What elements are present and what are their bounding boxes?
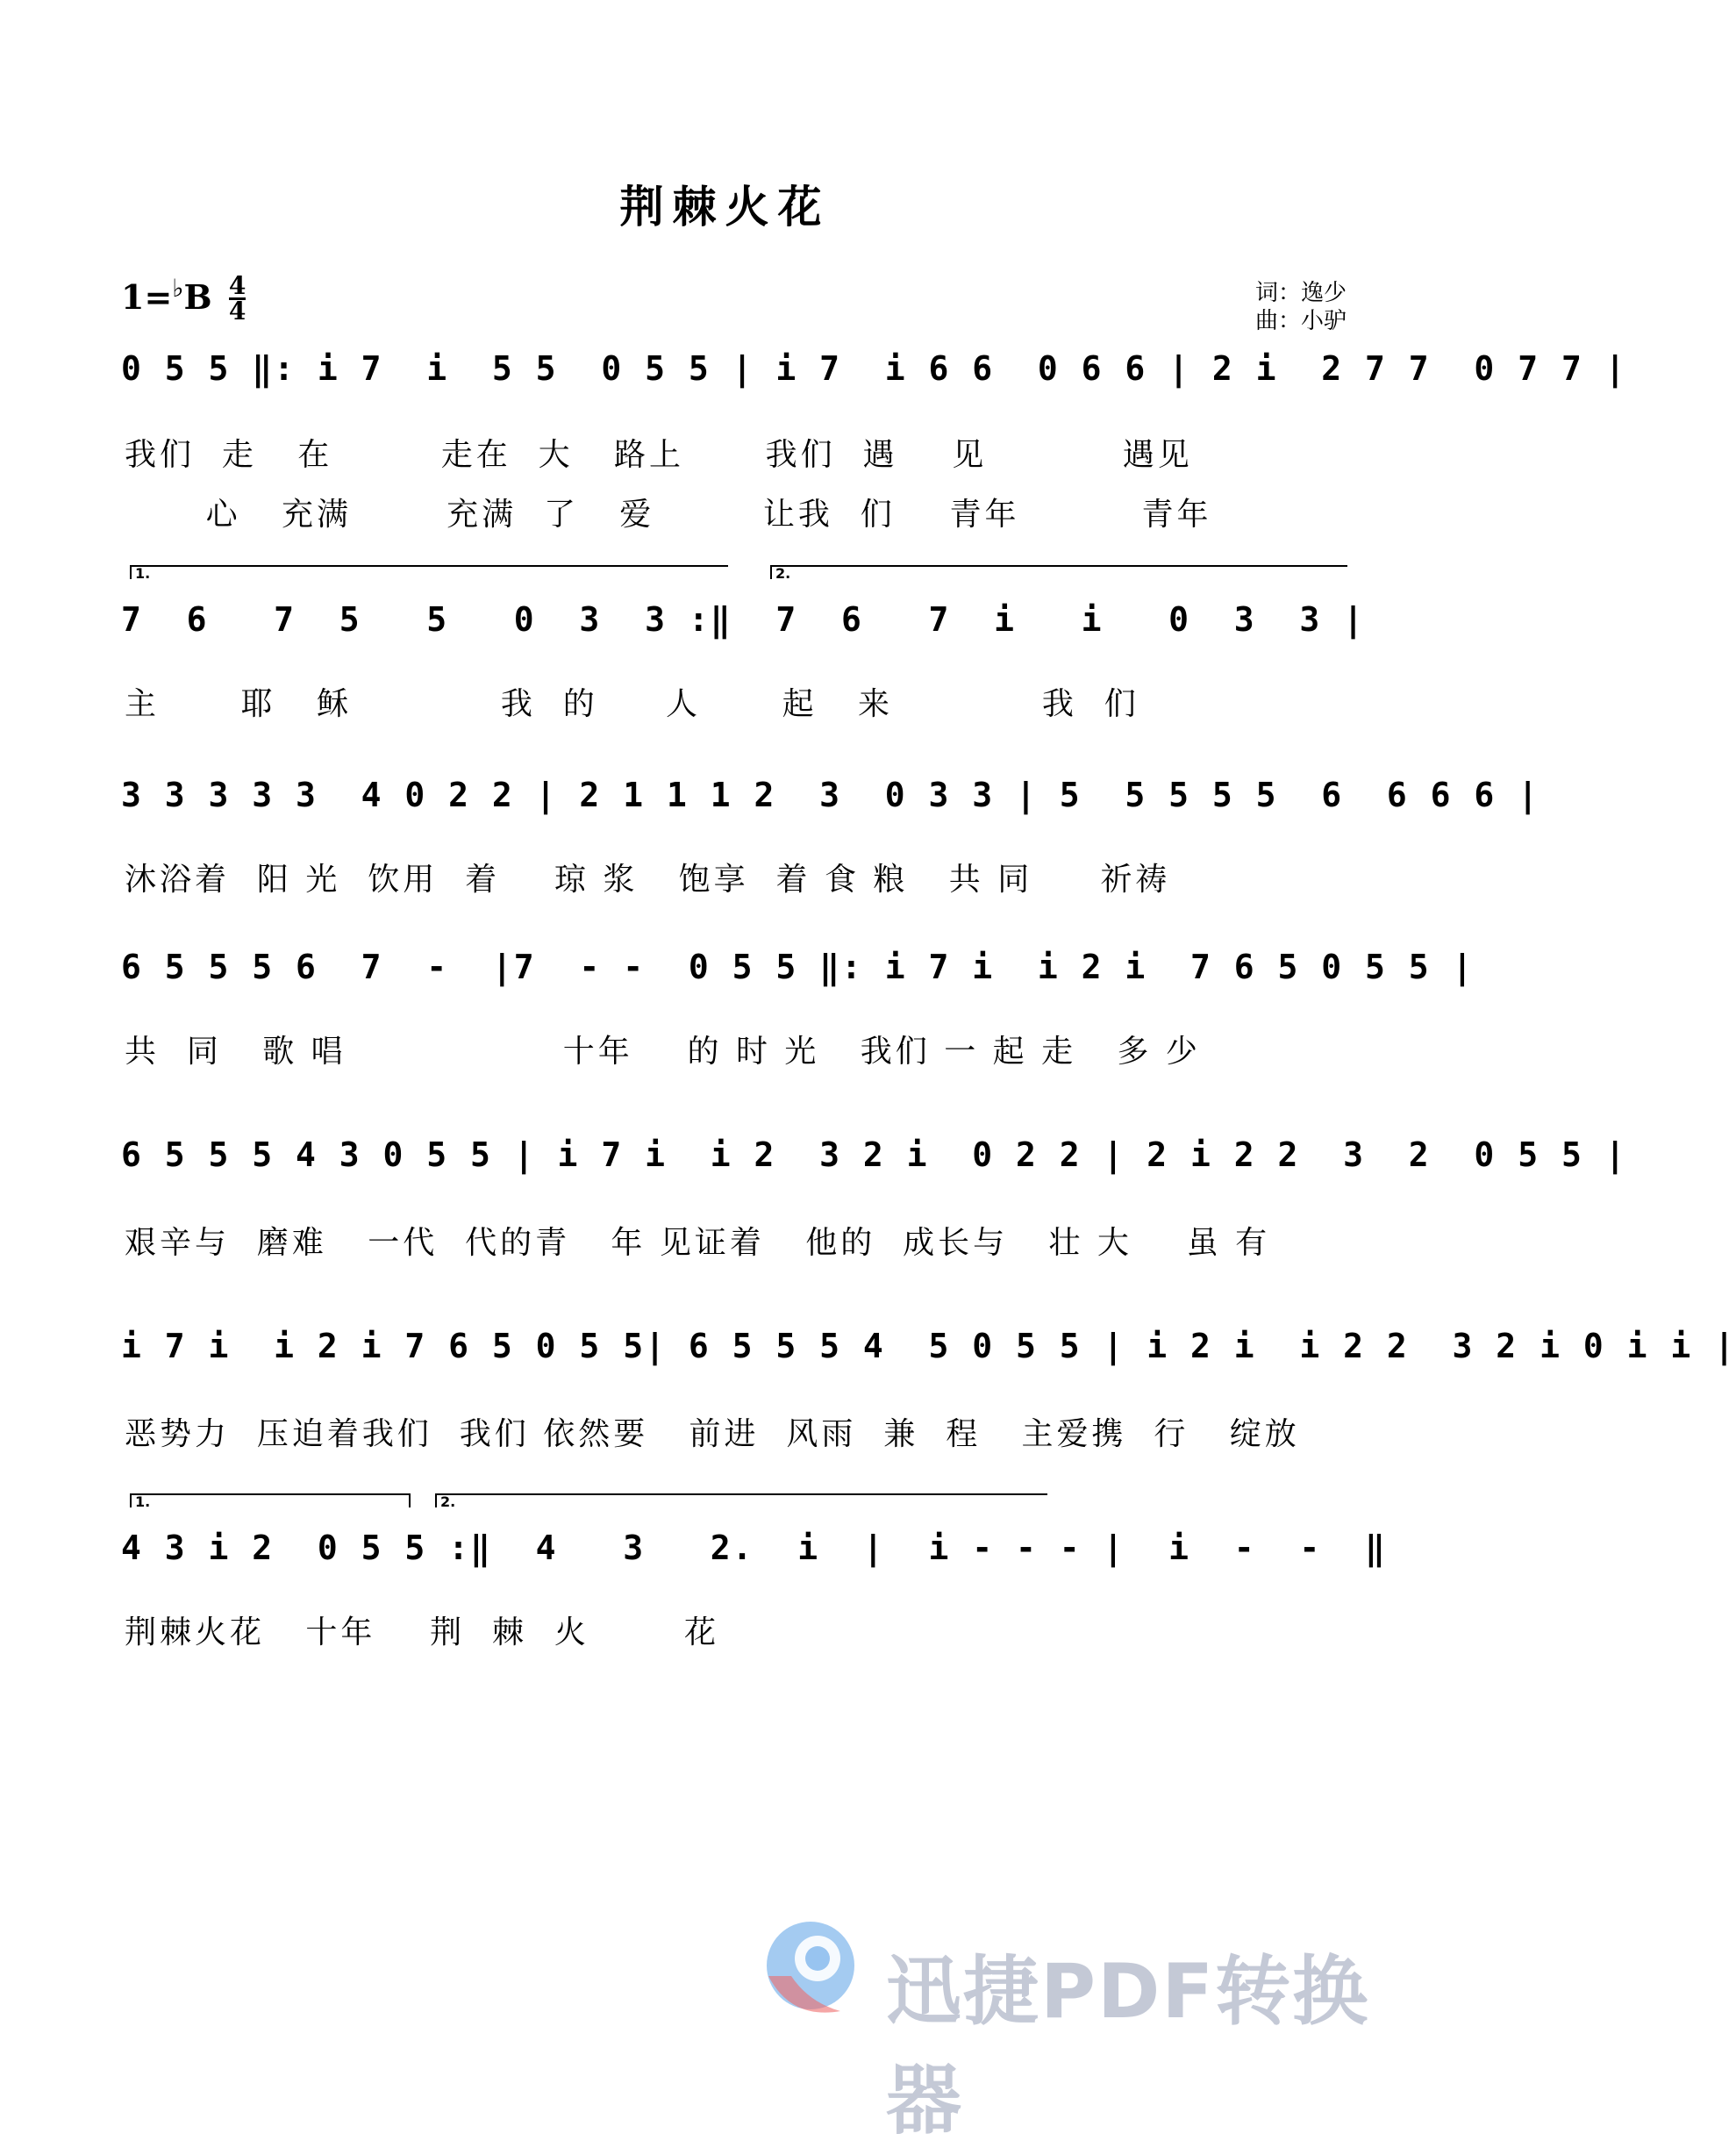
lyric-line: 我们 走 在 走在 大 路上 我们 遇 见 遇见 bbox=[125, 437, 1193, 473]
time-beats: 4 bbox=[228, 271, 246, 300]
time-signature bbox=[228, 271, 246, 326]
score-row-2 bbox=[121, 600, 1366, 653]
notation-line: 0 5 5 ‖: i 7 i 5 5 0 5 5 | i 7 i 6 6 0 6 6 | 2 i 2 7 7 0 7 7 | bbox=[121, 349, 1627, 388]
score-row-5 bbox=[121, 1135, 1627, 1188]
key-signature bbox=[121, 271, 246, 326]
page-title: 荆棘火花 bbox=[619, 181, 831, 233]
lyric-line: 共 同 歌 唱 十年 的 时 光 我们 一 起 走 多 少 bbox=[125, 1034, 1201, 1070]
lyricist: 词：逸少 bbox=[1254, 280, 1347, 306]
score-row-6 bbox=[121, 1327, 1736, 1379]
notation-line: 7 6 7 5 5 0 3 3 :‖ 7 6 7 i i 0 3 3 | bbox=[121, 600, 1366, 639]
notation-line: 6 5 5 5 4 3 0 5 5 | i 7 i i 2 3 2 i 0 2 2 | 2 i 2 2 3 2 0 5 5 | bbox=[121, 1135, 1627, 1174]
notation-line: 3 3 3 3 3 4 0 2 2 | 2 1 1 1 2 3 0 3 3 | 5 5 5 5 5 6 6 6 6 | bbox=[121, 776, 1540, 814]
composer: 曲：小驴 bbox=[1254, 308, 1347, 334]
watermark-text: 迅捷PDF转换器 bbox=[886, 1948, 1370, 2144]
volta-first: 1. bbox=[130, 1493, 411, 1507]
volta-second: 2. bbox=[435, 1493, 1047, 1507]
lyric-line: 恶势力 压迫着我们 我们 依然要 前进 风雨 兼 程 主爱携 行 绽放 bbox=[125, 1416, 1300, 1452]
score-row-4 bbox=[121, 948, 1475, 1000]
lyric-line: 艰辛与 磨难 一代 代的青 年 见证着 他的 成长与 壮 大 虽 有 bbox=[125, 1225, 1271, 1261]
lyric-line: 心 充满 充满 了 爱 让我 们 青年 青年 bbox=[125, 497, 1212, 533]
converter-logo-icon bbox=[756, 1915, 870, 2029]
lyric-line: 荆棘火花 十年 荆 棘 火 花 bbox=[125, 1615, 719, 1650]
watermark bbox=[756, 1915, 1423, 2144]
notation-line: 4 3 i 2 0 5 5 :‖ 4 3 2. i | i - - - | i - - ‖ bbox=[121, 1529, 1387, 1567]
notation-line: i 7 i i 2 i 7 6 5 0 5 5| 6 5 5 5 4 5 0 5 5 | i 2 i i 2 2 3 2 i 0 i i | bbox=[121, 1327, 1736, 1365]
flat-sign: ♭ bbox=[172, 274, 184, 303]
score-row-3 bbox=[121, 776, 1540, 828]
score-row-7 bbox=[121, 1529, 1387, 1581]
credits bbox=[1255, 279, 1347, 335]
key-tonic: B bbox=[183, 277, 212, 317]
score-row-1 bbox=[121, 349, 1627, 402]
time-unit: 4 bbox=[228, 297, 246, 326]
notation-line: 6 5 5 5 6 7 - |7 - - 0 5 5 ‖: i 7 i i 2 i 7 6 5 0 5 5 | bbox=[121, 948, 1475, 986]
volta-first: 1. bbox=[130, 565, 728, 579]
lyric-line: 沐浴着 阳 光 饮用 着 琼 浆 饱享 着 食 粮 共 同 祈祷 bbox=[125, 862, 1171, 898]
lyric-line: 主 耶 稣 我 的 人 起 来 我 们 bbox=[125, 686, 1139, 722]
key-prefix: 1= bbox=[121, 277, 173, 317]
volta-second: 2. bbox=[770, 565, 1347, 579]
